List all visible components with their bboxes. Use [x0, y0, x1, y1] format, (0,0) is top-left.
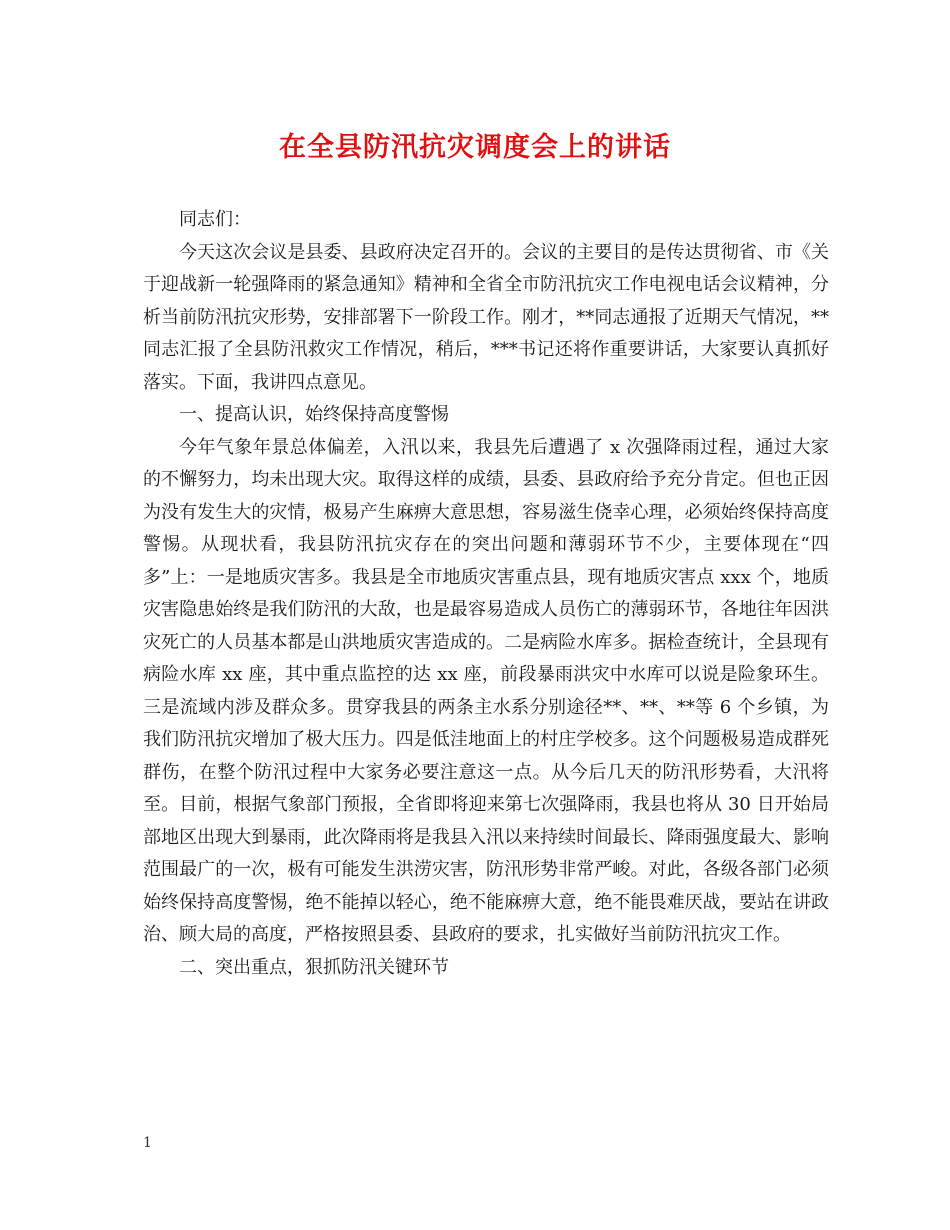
section-heading: 一、提高认识，始终保持高度警惕 [179, 404, 449, 425]
document-title: 在全县防汛抗灾调度会上的讲话 [279, 132, 671, 163]
document-body [143, 204, 829, 984]
paragraph: 今年气象年景总体偏差，入汛以来，我县先后遭遇了 x 次强降雨过程，通过大家的不懈努力，均未出现大灾。取得这样的成绩，县委、县政府给予充分肯定。但也正因为没有发生大的灾情，极易产生麻痹大意思想，容易滋生侥幸心理，必须始终保持高度警惕。从现状看，我县防汛抗灾存在的突出问题和薄弱环节不少，主要体现在“四多”上：一是地质灾害多。我县是全市地质灾害重点县，现有地质灾害点 xxx 个，地质灾害隐患始终是我们防汛的大敌，也是最容易造成人员伤亡的薄弱环节，各地往年因洪灾死亡的人员基本都是山洪地质灾害造成的。二是病险水库多。据检查统计，全县现有病险水库 xx 座，其中重点监控的达 xx 座，前段暴雨洪灾中水库可以说是险象环生。三是流域内涉及群众多。贯穿我县的两条主水系分别途径**、**、**等 6 个乡镇，为我们防汛抗灾增加了极大压力。四是低洼地面上的村庄学校多。这个问题极易造成群死群伤，在整个防汛过程中大家务必要注意这一点。从今后几天的防汛形势看，大汛将至。目前，根据气象部门预报，全省即将迎来第七次强降雨，我县也将从 30 日开始局部地区出现大到暴雨，此次降雨将是我县入汛以来持续时间最长、降雨强度最大、影响范围最广的一次，极有可能发生洪涝灾害，防汛形势非常严峻。对此，各级各部门必须始终保持高度警惕，绝不能掉以轻心，绝不能麻痹大意，绝不能畏难厌战，要站在讲政治、顾大局的高度，严格按照县委、县政府的要求，扎实做好当前防汛抗灾工作。 [143, 436, 829, 945]
salutation: 同志们： [179, 209, 251, 230]
section-heading: 二、突出重点，狠抓防汛关键环节 [179, 956, 449, 978]
page-number: 1 [143, 1135, 152, 1151]
paragraph: 今天这次会议是县委、县政府决定召开的。会议的主要目的是传达贯彻省、市《关于迎战新一轮强降雨的紧急通知》精神和全省全市防汛抗灾工作电视电话会议精神，分析当前防汛抗灾形势，安排部署下一阶段工作。刚才，**同志通报了近期天气情况，**同志汇报了全县防汛救灾工作情况，稍后，***书记还将作重要讲话，大家要认真抓好落实。下面，我讲四点意见。 [143, 241, 829, 393]
